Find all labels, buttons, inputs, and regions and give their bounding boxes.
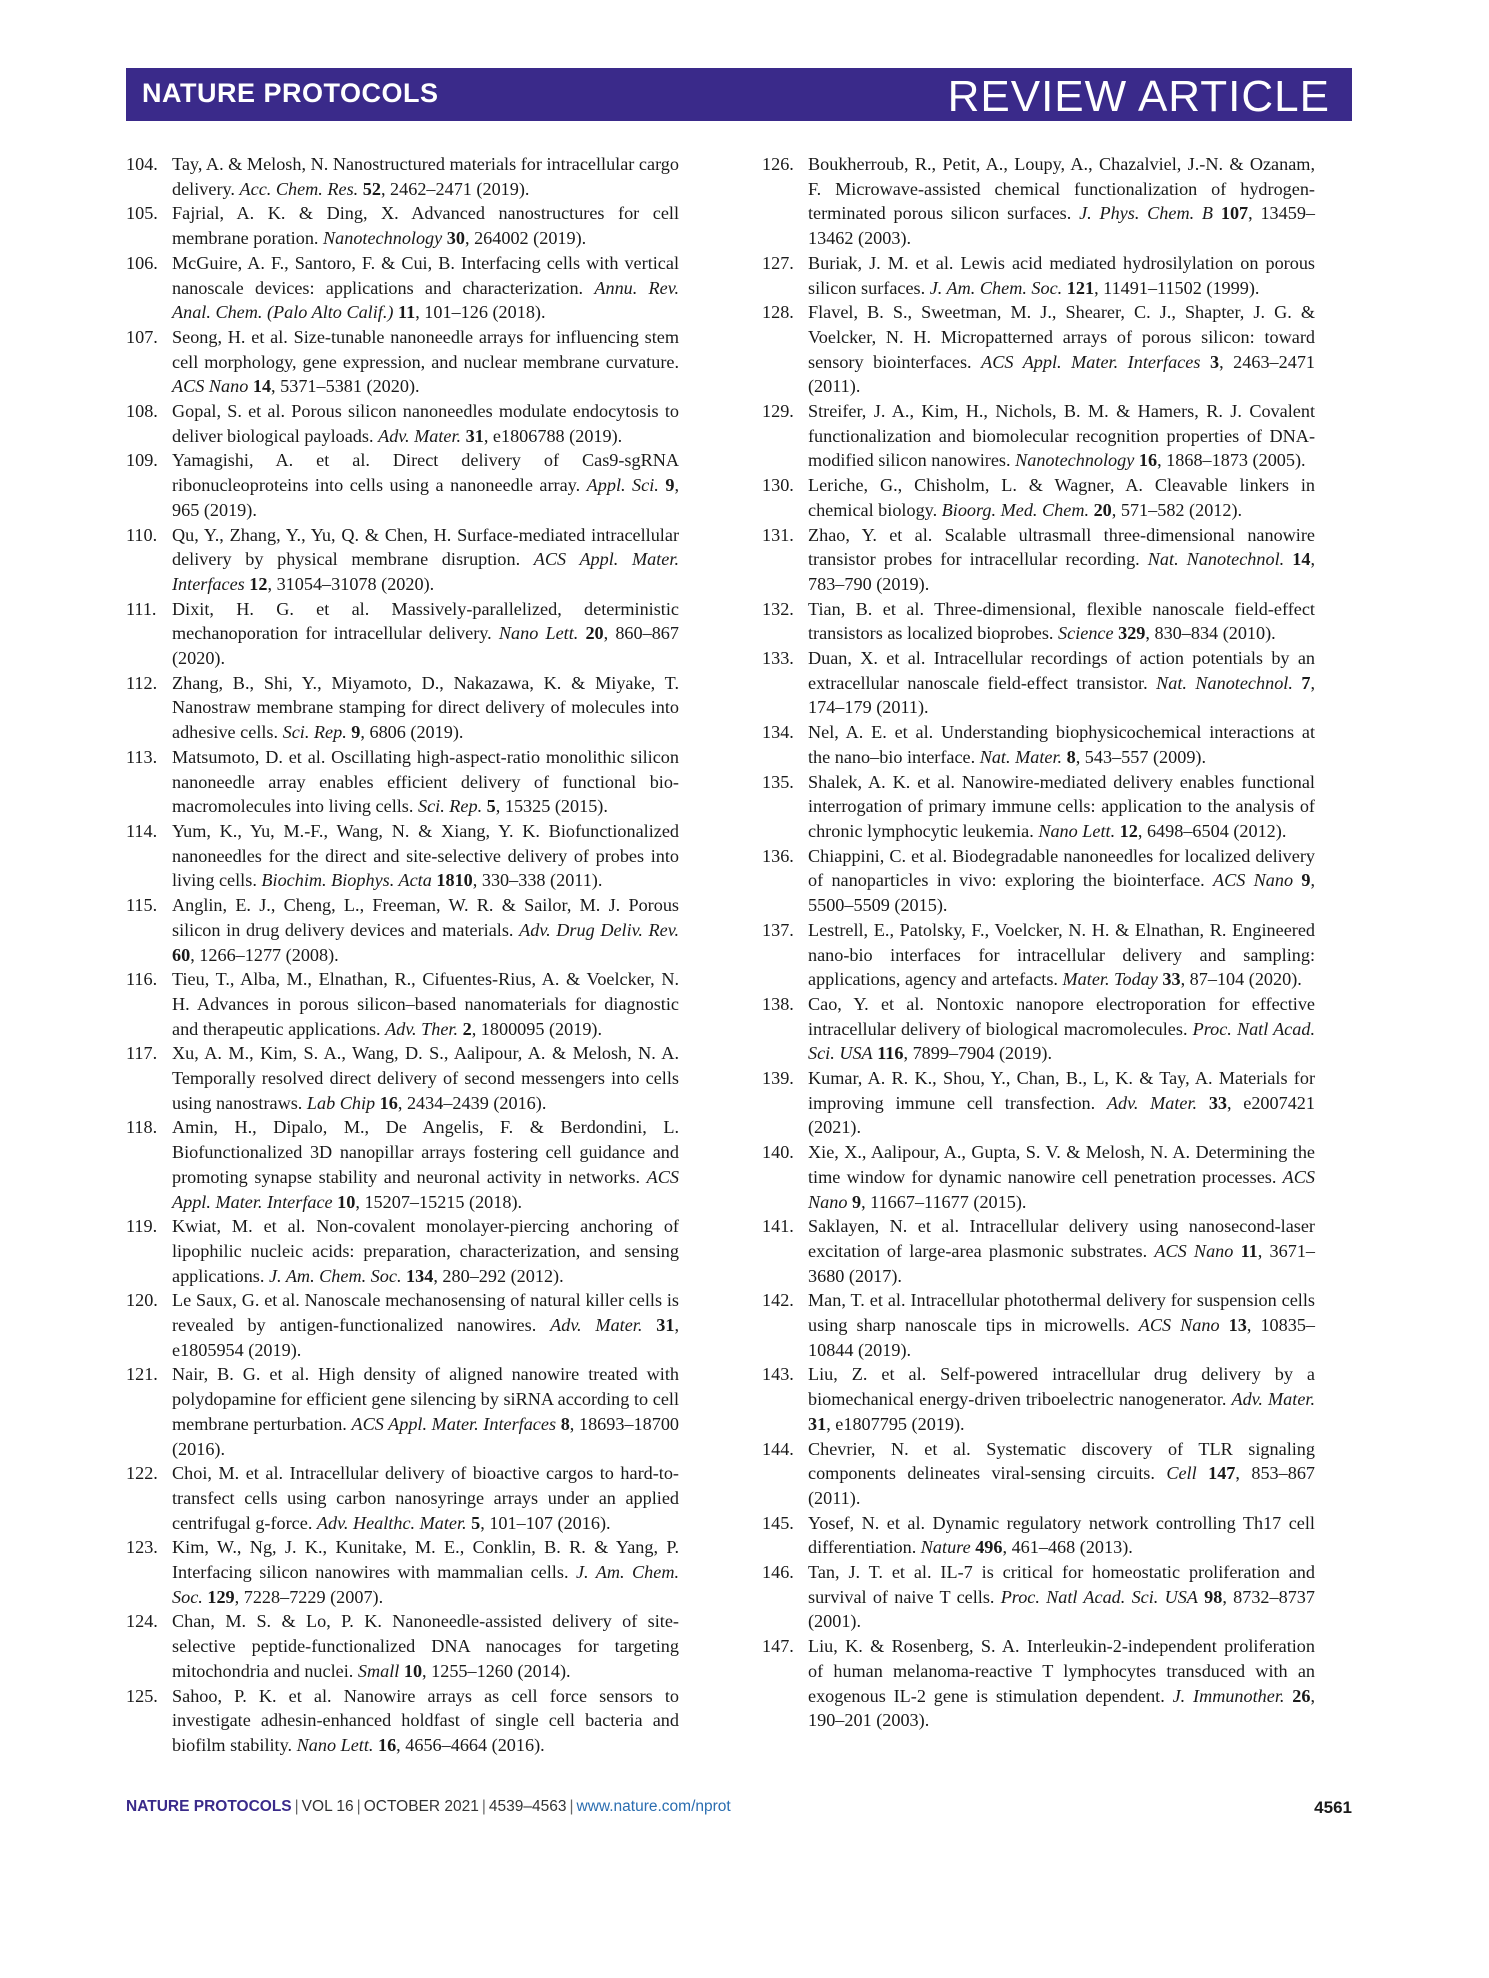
reference-text: Liu, K. & Rosenberg, S. A. Interleukin-2-independent proliferation of human melanoma-reactive T lymphocytes transduced with an exogenous IL-2 gene is stimulation dependent. [808, 1636, 1315, 1706]
footer-url-link[interactable]: www.nature.com/nprot [576, 1798, 731, 1815]
reference-text: Qu, Y., Zhang, Y., Yu, Q. & Chen, H. Surface-mediated intracellular delivery by physical membrane disruption. [172, 524, 679, 570]
reference-item [126, 1362, 679, 1461]
reference-text: Leriche, G., Chisholm, L. & Wagner, A. Cleavable linkers in chemical biology. [808, 475, 1315, 520]
reference-journal: Cell [1166, 1463, 1197, 1484]
reference-text: Tian, B. et al. Three-dimensional, flexible nanoscale field-effect transistors as localized bioprobes. [808, 598, 1315, 644]
reference-item [762, 918, 1315, 992]
reference-text: Chan, M. S. & Lo, P. K. Nanoneedle-assisted delivery of site-selective peptide-functionalized DNA nanocages for targeting mitochondria and nuclei. [172, 1611, 679, 1681]
reference-pages: , 965 (2019). [172, 475, 679, 520]
reference-number: 115. [126, 895, 158, 916]
reference-item [762, 300, 1315, 399]
reference-item [126, 745, 679, 819]
reference-number: 122. [126, 1463, 158, 1484]
references-left-column [126, 152, 679, 1758]
reference-pages: , 830–834 (2010). [1145, 623, 1276, 644]
reference-text: Chiappini, C. et al. Biodegradable nanoneedles for localized delivery of nanoparticles in vivo: exploring the biointerface. [808, 845, 1315, 891]
reference-number: 118. [126, 1117, 158, 1138]
reference-volume: 16 [1138, 450, 1158, 471]
reference-volume: 31 [808, 1413, 827, 1434]
reference-journal: Nano Lett. [498, 623, 579, 644]
reference-number: 131. [762, 524, 794, 545]
reference-journal: Proc. Natl Acad. Sci. USA [1000, 1586, 1198, 1607]
reference-pages: , 2463–2471 (2011). [808, 351, 1316, 397]
reference-journal: Bioorg. Med. Chem. [941, 499, 1090, 520]
reference-item [126, 1041, 679, 1115]
reference-journal: Biochim. Biophys. Acta [261, 870, 432, 891]
reference-text: Choi, M. et al. Intracellular delivery of bioactive cargos to hard-to-transfect cells using carbon nanosyringe arrays under an applied centrifugal g-force. [172, 1463, 679, 1533]
reference-journal: J. Am. Chem. Soc. [268, 1265, 402, 1286]
reference-pages: , 11667–11677 (2015). [861, 1191, 1027, 1212]
footer-volume: VOL 16 [301, 1798, 354, 1815]
reference-item [762, 152, 1315, 251]
reference-number: 119. [126, 1216, 158, 1237]
reference-journal: ACS Nano [1138, 1315, 1220, 1336]
reference-text: Flavel, B. S., Sweetman, M. J., Shearer, C. J., Shapter, J. G. & Voelcker, N. H. Micropatterned arrays of porous silicon: toward sensory biointerfaces. [808, 302, 1315, 372]
reference-pages: , 5371–5381 (2020). [271, 376, 420, 397]
reference-number: 116. [126, 969, 158, 990]
reference-item [126, 671, 679, 745]
reference-volume: 9 [851, 1191, 862, 1212]
reference-text: Xu, A. M., Kim, S. A., Wang, D. S., Aalipour, A. & Melosh, N. A. Temporally resolved direct delivery of second messengers into cells using nanostraws. [172, 1043, 679, 1113]
reference-item [126, 819, 679, 893]
reference-number: 139. [762, 1068, 794, 1089]
reference-item [762, 1140, 1315, 1214]
reference-pages: , 571–582 (2012). [1111, 499, 1243, 520]
reference-number: 145. [762, 1512, 794, 1533]
reference-item [762, 473, 1315, 522]
reference-number: 127. [762, 252, 794, 273]
reference-item [762, 1214, 1315, 1288]
reference-text: Gopal, S. et al. Porous silicon nanoneedles modulate endocytosis to deliver biological payloads. [172, 401, 679, 446]
reference-item [126, 523, 679, 597]
reference-text: Lestrell, E., Patolsky, F., Voelcker, N. H. & Elnathan, R. Engineered nano-bio interfaces for intracellular delivery and sampling: applications, agency and artefacts. [808, 919, 1315, 990]
reference-journal: Mater. Today [1062, 969, 1158, 990]
reference-volume: 20 [1093, 499, 1112, 520]
page-number: 4561 [1314, 1798, 1352, 1817]
reference-pages: , 1255–1260 (2014). [422, 1660, 571, 1681]
reference-item [126, 893, 679, 967]
reference-pages: , 280–292 (2012). [433, 1265, 564, 1286]
reference-journal: Appl. Sci. [586, 475, 659, 496]
reference-item [126, 325, 679, 399]
reference-pages: , 264002 (2019). [464, 228, 587, 249]
reference-item [126, 1684, 679, 1758]
reference-text: Yamagishi, A. et al. Direct delivery of Cas9-sgRNA ribonucleoproteins into cells using a nanoneedle array. [172, 450, 679, 496]
reference-journal: ACS Appl. Mater. Interfaces [981, 351, 1201, 372]
reference-text: Seong, H. et al. Size-tunable nanoneedle arrays for influencing stem cell morphology, gene expression, and nuclear membrane curvature. [172, 326, 679, 372]
reference-number: 134. [762, 722, 794, 743]
reference-number: 137. [762, 919, 794, 940]
reference-text: Nel, A. E. et al. Understanding biophysicochemical interactions at the nano–bio interface. [808, 722, 1315, 767]
reference-pages: , 18693–18700 (2016). [172, 1413, 680, 1459]
reference-volume: 11 [1240, 1240, 1258, 1261]
reference-pages: , 190–201 (2003). [808, 1685, 1315, 1731]
reference-journal: Nat. Nanotechnol. [1147, 549, 1285, 570]
reference-journal: Adv. Mater. [378, 425, 462, 446]
reference-pages: , 7899–7904 (2019). [903, 1043, 1053, 1064]
reference-volume: 16 [377, 1735, 397, 1755]
reference-journal: ACS Appl. Mater. Interfaces [172, 549, 679, 594]
reference-volume: 11 [398, 302, 416, 323]
reference-item [126, 1461, 679, 1535]
reference-pages: , 1868–1873 (2005). [1157, 450, 1306, 471]
reference-text: Dixit, H. G. et al. Massively-parallelized, deterministic mechanoporation for intracellular delivery. [172, 598, 679, 644]
reference-journal: Acc. Chem. Res. [239, 178, 359, 199]
reference-journal: Sci. Rep. [417, 796, 483, 817]
reference-journal: ACS Appl. Mater. Interface [172, 1166, 679, 1212]
reference-item [762, 770, 1315, 844]
reference-number: 142. [762, 1290, 794, 1311]
page-footer: NATURE PROTOCOLS | VOL 16 | OCTOBER 2021 | 4539–4563 | www.nature.com/nprot 4561 [126, 1798, 1352, 1817]
reference-journal: Annu. Rev. Anal. Chem. (Palo Alto Calif.) [172, 277, 679, 323]
reference-pages: , 7228–7229 (2007). [234, 1586, 384, 1607]
reference-volume: 33 [1162, 969, 1181, 990]
reference-volume: 147 [1208, 1463, 1236, 1484]
reference-pages: , 5500–5509 (2015). [808, 870, 1315, 916]
reference-pages: , 461–468 (2013). [1002, 1537, 1133, 1558]
reference-text: Matsumoto, D. et al. Oscillating high-aspect-ratio monolithic silicon nanoneedle array enables efficient delivery of functional bio-macromolecules into living cells. [172, 746, 679, 817]
reference-pages: , 3671–3680 (2017). [808, 1240, 1316, 1286]
reference-number: 143. [762, 1364, 794, 1385]
reference-number: 104. [126, 154, 158, 174]
reference-text: Anglin, E. J., Cheng, L., Freeman, W. R. & Sailor, M. J. Porous silicon in drug delivery devices and materials. [172, 895, 679, 940]
reference-text: Chevrier, N. et al. Systematic discovery of TLR signaling components delineates viral-sensing circuits. [808, 1438, 1315, 1484]
reference-number: 125. [126, 1685, 158, 1706]
reference-text: Yum, K., Yu, M.-F., Wang, N. & Xiang, Y. K. Biofunctionalized nanoneedles for the direct and site-selective delivery of probes into living cells. [172, 820, 679, 891]
reference-volume: 1810 [436, 870, 473, 891]
reference-volume: 52 [362, 178, 381, 199]
reference-journal: Proc. Natl Acad. Sci. USA [808, 1018, 1315, 1064]
reference-volume: 329 [1118, 623, 1146, 644]
reference-number: 108. [126, 401, 158, 422]
reference-text: Zhao, Y. et al. Scalable ultrasmall three-dimensional nanowire transistor probes for intracellular recording. [808, 524, 1315, 570]
reference-item [762, 523, 1315, 597]
reference-text: Cao, Y. et al. Nontoxic nanopore electroporation for effective intracellular delivery of biological macromolecules. [808, 993, 1315, 1039]
reference-text: Sahoo, P. K. et al. Nanowire arrays as cell force sensors to investigate adhesin-enhanced holdfast of single cell bacteria and biofilm stability. [172, 1685, 679, 1755]
reference-text: Nair, B. G. et al. High density of aligned nanowire treated with polydopamine for efficient gene silencing by siRNA according to cell membrane perturbation. [172, 1364, 679, 1434]
reference-number: 112. [126, 672, 158, 693]
reference-journal: ACS Nano [172, 376, 249, 397]
reference-journal: Nano Lett. [296, 1735, 374, 1755]
reference-number: 113. [126, 746, 158, 767]
reference-number: 124. [126, 1611, 158, 1632]
reference-volume: 31 [656, 1315, 675, 1336]
reference-pages: , 1266–1277 (2008). [190, 944, 339, 965]
reference-number: 114. [126, 820, 158, 841]
reference-text: Liu, Z. et al. Self-powered intracellular drug delivery by a biomechanical energy-driven triboelectric nanogenerator. [808, 1364, 1315, 1410]
reference-pages: , 10835–10844 (2019). [808, 1315, 1316, 1360]
reference-text: Zhang, B., Shi, Y., Miyamoto, D., Nakazawa, K. & Miyake, T. Nanostraw membrane stamping for direct delivery of molecules into adhesive cells. [172, 672, 679, 743]
reference-number: 136. [762, 845, 794, 866]
reference-number: 126. [762, 154, 794, 174]
reference-journal: J. Immunother. [1172, 1685, 1285, 1706]
reference-volume: 5 [471, 1512, 481, 1533]
reference-pages: , 11491–11502 (1999). [1094, 277, 1260, 298]
reference-volume: 26 [1292, 1685, 1311, 1706]
reference-journal: Lab Chip [306, 1092, 376, 1113]
reference-number: 147. [762, 1636, 794, 1657]
reference-item [762, 844, 1315, 918]
reference-item [762, 1288, 1315, 1362]
reference-volume: 14 [1292, 549, 1311, 570]
reference-item [126, 448, 679, 522]
footer-pages: 4539–4563 [488, 1798, 567, 1815]
reference-pages: , 87–104 (2020). [1180, 969, 1302, 990]
reference-number: 129. [762, 401, 794, 422]
reference-item [126, 251, 679, 325]
reference-text: McGuire, A. F., Santoro, F. & Cui, B. Interfacing cells with vertical nanoscale devices: applications and characterization. [172, 252, 679, 298]
reference-number: 121. [126, 1364, 158, 1385]
reference-pages: , 330–338 (2011). [472, 870, 603, 891]
footer-journal: NATURE PROTOCOLS [126, 1798, 292, 1815]
reference-number: 130. [762, 475, 794, 496]
reference-item [126, 201, 679, 250]
reference-volume: 10 [337, 1191, 356, 1212]
reference-item [762, 1437, 1315, 1511]
reference-pages: , e1806788 (2019). [483, 425, 623, 446]
reference-item [762, 1560, 1315, 1634]
reference-volume: 98 [1204, 1586, 1223, 1607]
reference-journal: Adv. Ther. [385, 1018, 459, 1039]
reference-journal: Nature [920, 1537, 971, 1558]
reference-journal: Adv. Mater. [1106, 1092, 1198, 1113]
reference-text: Shalek, A. K. et al. Nanowire-mediated delivery enables functional interrogation of primary immune cells: application to the analysis of chronic lymphocytic leukemia. [808, 771, 1315, 841]
reference-item [762, 1066, 1315, 1140]
reference-number: 135. [762, 771, 794, 792]
reference-text: Kumar, A. R. K., Shou, Y., Chan, B., L, K. & Tay, A. Materials for improving immune cell transfection. [808, 1068, 1315, 1113]
reference-item [762, 646, 1315, 720]
reference-text: Man, T. et al. Intracellular photothermal delivery for suspension cells using sharp nanoscale tips in microwells. [808, 1290, 1315, 1336]
reference-item [126, 597, 679, 671]
reference-pages: , e1805954 (2019). [172, 1315, 680, 1360]
references-right-column [762, 152, 1315, 1733]
reference-pages: , 6806 (2019). [360, 722, 464, 743]
reference-volume: 8 [1066, 746, 1076, 767]
reference-pages: , 101–107 (2016). [480, 1512, 611, 1533]
reference-number: 138. [762, 993, 794, 1014]
reference-volume: 30 [446, 228, 465, 249]
reference-journal: Adv. Healthc. Mater. [316, 1512, 467, 1533]
reference-text: Kim, W., Ng, J. K., Kunitake, M. E., Conklin, B. R. & Yang, P. Interfacing silicon nanowires with mammalian cells. [172, 1537, 679, 1583]
reference-volume: 9 [351, 722, 361, 743]
reference-item [762, 251, 1315, 300]
reference-pages: , 31054–31078 (2020). [267, 573, 435, 594]
reference-text: Le Saux, G. et al. Nanoscale mechanosensing of natural killer cells is revealed by antigen-functionalized nanowires. [172, 1290, 679, 1336]
reference-volume: 9 [665, 475, 675, 496]
reference-journal: Nano Lett. [1038, 820, 1116, 841]
reference-journal: ACS Nano [1154, 1240, 1234, 1261]
header-banner [126, 68, 1352, 121]
reference-text: Xie, X., Aalipour, A., Gupta, S. V. & Melosh, N. A. Determining the time window for dynamic nanowire cell penetration processes. [808, 1142, 1315, 1187]
reference-volume: 9 [1301, 870, 1311, 891]
reference-journal: Adv. Mater. [550, 1315, 643, 1336]
reference-volume: 10 [403, 1660, 423, 1681]
reference-text: Saklayen, N. et al. Intracellular delivery using nanosecond-laser excitation of large-area plasmonic substrates. [808, 1216, 1315, 1261]
reference-volume: 3 [1209, 351, 1220, 372]
reference-journal: Nanotechnology [323, 228, 443, 249]
reference-item [762, 1362, 1315, 1436]
reference-journal: J. Am. Chem. Soc. [929, 277, 1063, 298]
reference-number: 140. [762, 1142, 794, 1163]
reference-number: 144. [762, 1438, 794, 1459]
reference-item [762, 1634, 1315, 1733]
reference-text: Tan, J. T. et al. IL-7 is critical for homeostatic proliferation and survival of naive T cells. [808, 1562, 1315, 1607]
reference-volume: 7 [1301, 672, 1311, 693]
reference-number: 110. [126, 524, 158, 545]
reference-volume: 16 [379, 1092, 398, 1113]
reference-number: 133. [762, 648, 794, 669]
reference-pages: , 8732–8737 (2001). [808, 1586, 1315, 1632]
reference-number: 106. [126, 252, 158, 273]
reference-item [762, 992, 1315, 1066]
reference-journal: Sci. Rep. [282, 722, 347, 743]
reference-number: 120. [126, 1290, 158, 1311]
reference-number: 105. [126, 203, 158, 224]
reference-text: Kwiat, M. et al. Non-covalent monolayer-piercing anchoring of lipophilic nucleic acids: preparation, characterization, and sensing applications. [172, 1216, 679, 1286]
reference-journal: Adv. Mater. [1231, 1389, 1315, 1410]
reference-journal: Nat. Mater. [979, 746, 1063, 767]
reference-journal: Adv. Drug Deliv. Rev. [519, 919, 679, 940]
reference-pages: , 15325 (2015). [495, 796, 608, 817]
reference-pages: , 2434–2439 (2016). [397, 1092, 547, 1113]
reference-journal: Small [357, 1660, 400, 1681]
reference-pages: , 543–557 (2009). [1075, 746, 1207, 767]
reference-number: 141. [762, 1216, 794, 1237]
reference-pages: , 101–126 (2018). [415, 302, 546, 323]
reference-number: 117. [126, 1043, 158, 1064]
reference-volume: 107 [1220, 203, 1249, 224]
reference-volume: 12 [1119, 820, 1138, 841]
reference-item [126, 1288, 679, 1362]
reference-number: 123. [126, 1537, 158, 1558]
reference-item [126, 1214, 679, 1288]
reference-pages: , e2007421 (2021). [808, 1092, 1315, 1138]
reference-pages: , 860–867 (2020). [172, 623, 679, 669]
reference-text: Streifer, J. A., Kim, H., Nichols, B. M. & Hamers, R. J. Covalent functionalization and biomolecular recognition properties of DNA-modified silicon nanowires. [808, 401, 1315, 471]
reference-journal: Science [1058, 623, 1114, 644]
reference-volume: 13 [1228, 1315, 1247, 1336]
reference-volume: 33 [1208, 1092, 1227, 1113]
reference-volume: 134 [406, 1265, 434, 1286]
reference-item [126, 1609, 679, 1683]
reference-volume: 116 [877, 1043, 904, 1064]
reference-pages: , 15207–15215 (2018). [355, 1191, 523, 1212]
reference-pages: , 4656–4664 (2016). [396, 1735, 545, 1755]
reference-pages: , 783–790 (2019). [808, 549, 1315, 594]
reference-pages: , 853–867 (2011). [808, 1463, 1316, 1508]
reference-volume: 12 [249, 573, 268, 594]
article-type: REVIEW ARTICLE [947, 72, 1330, 121]
reference-item [126, 967, 679, 1041]
reference-text: Yosef, N. et al. Dynamic regulatory network controlling Th17 cell differentiation. [808, 1512, 1315, 1558]
reference-item [126, 399, 679, 448]
reference-number: 128. [762, 302, 794, 323]
reference-number: 107. [126, 326, 158, 347]
reference-number: 132. [762, 598, 794, 619]
reference-pages: , 1800095 (2019). [471, 1018, 603, 1039]
reference-volume: 5 [486, 796, 496, 817]
reference-volume: 8 [560, 1413, 570, 1434]
reference-item [762, 1511, 1315, 1560]
reference-text: Buriak, J. M. et al. Lewis acid mediated hydrosilylation on porous silicon surfaces. [808, 252, 1315, 298]
reference-journal: ACS Appl. Mater. Interfaces [351, 1413, 557, 1434]
reference-journal: Nat. Nanotechnol. [1156, 672, 1293, 693]
reference-number: 146. [762, 1562, 794, 1583]
reference-pages: , 13459–13462 (2003). [808, 203, 1316, 249]
reference-item [762, 597, 1315, 646]
reference-journal: ACS Nano [808, 1166, 1315, 1212]
journal-title: NATURE PROTOCOLS [142, 78, 439, 108]
reference-journal: Nanotechnology [1015, 450, 1135, 471]
reference-journal: J. Am. Chem. Soc. [172, 1562, 680, 1607]
reference-journal: ACS Nano [1213, 870, 1294, 891]
reference-volume: 121 [1066, 277, 1095, 298]
reference-pages: , 2462–2471 (2019). [380, 178, 530, 199]
reference-pages: , 6498–6504 (2012). [1137, 820, 1287, 841]
reference-pages: , 174–179 (2011). [808, 672, 1315, 718]
reference-text: Duan, X. et al. Intracellular recordings of action potentials by an extracellular nanoscale field-effect transistor. [808, 648, 1315, 693]
reference-number: 109. [126, 450, 158, 471]
reference-item [762, 399, 1315, 473]
reference-item [126, 1115, 679, 1214]
reference-volume: 2 [462, 1018, 472, 1039]
reference-volume: 31 [465, 425, 484, 446]
reference-text: Tay, A. & Melosh, N. Nanostructured materials for intracellular cargo delivery. [172, 154, 679, 199]
reference-volume: 496 [975, 1537, 1003, 1558]
reference-text: Tieu, T., Alba, M., Elnathan, R., Cifuentes-Rius, A. & Voelcker, N. H. Advances in porous silicon–based nanomaterials for diagnostic and therapeutic applications. [172, 969, 679, 1039]
reference-item [762, 720, 1315, 769]
reference-volume: 60 [172, 944, 191, 965]
reference-item [126, 1535, 679, 1609]
reference-pages: , e1807795 (2019). [826, 1413, 965, 1434]
reference-volume: 20 [585, 623, 604, 644]
reference-journal: J. Phys. Chem. B [1079, 203, 1214, 224]
reference-volume: 14 [252, 376, 272, 397]
reference-text: Boukherroub, R., Petit, A., Loupy, A., Chazalviel, J.-N. & Ozanam, F. Microwave-assisted chemical functionalization of hydrogen-terminated porous silicon surfaces. [808, 154, 1315, 224]
reference-item [126, 152, 679, 201]
reference-text: Fajrial, A. K. & Ding, X. Advanced nanostructures for cell membrane poration. [172, 203, 679, 249]
reference-text: Amin, H., Dipalo, M., De Angelis, F. & Berdondini, L. Biofunctionalized 3D nanopillar arrays fostering cell guidance and promoting synapse stability and neuronal activity in networks. [172, 1117, 679, 1187]
reference-volume: 129 [207, 1586, 235, 1607]
footer-date: OCTOBER 2021 [363, 1798, 479, 1815]
reference-number: 111. [126, 598, 157, 619]
